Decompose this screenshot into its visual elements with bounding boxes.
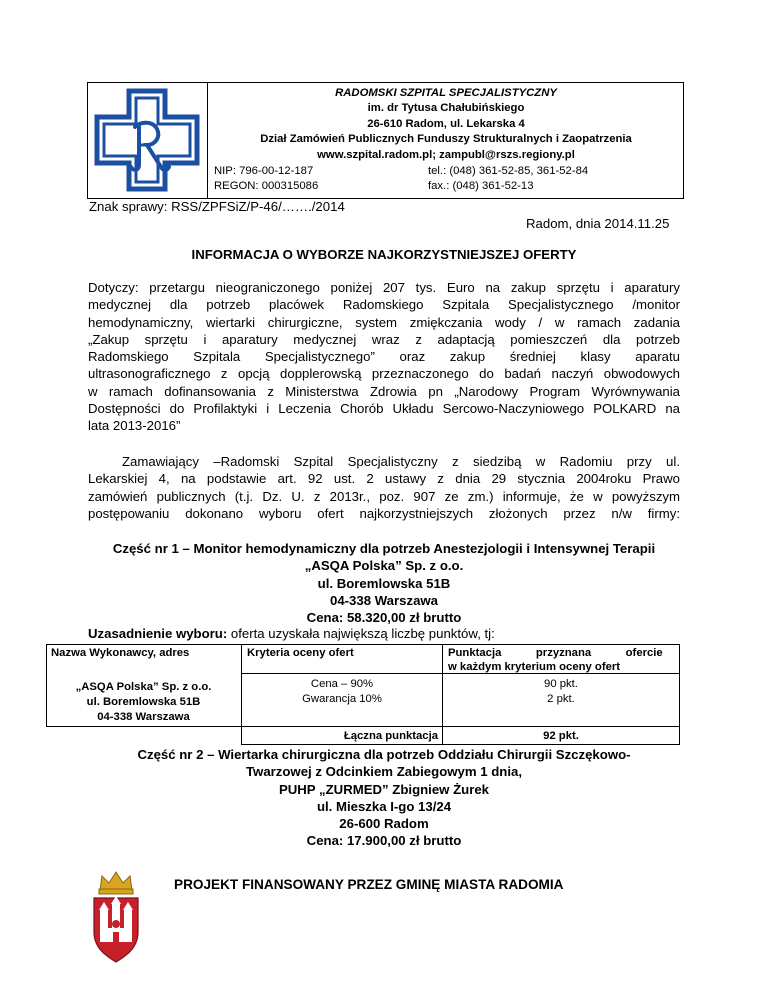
phone-number: tel.: (048) 361-52-85, 361-52-84: [428, 165, 589, 177]
part2-company: PUHP „ZURMED” Zbigniew Żurek: [278, 781, 490, 797]
hospital-logo-icon: [91, 87, 203, 193]
part1-price: Cena: 58.320,00 zł brutto: [306, 610, 462, 626]
part1-company: „ASQA Polska” Sp. z o.o.: [304, 558, 464, 574]
subject-line: lata 2013-2016”: [88, 418, 181, 434]
place-and-date: Radom, dnia 2014.11.25: [526, 216, 670, 231]
part2-heading-cont: Twarzowej z Odcinkiem Zabiegowym 1 dnia,: [245, 764, 523, 780]
criteria-table: [46, 644, 680, 745]
subject-line: Dostępności do Profilaktyki i Leczenia Chorób Układu Sercowo-Naczyniowego POLKARD na: [88, 401, 680, 417]
score-price: 90 pkt.: [544, 678, 578, 690]
col-header-score: Punktacja przyznana ofercie: [448, 647, 663, 659]
nip-number: NIP: 796-00-12-187: [214, 165, 314, 177]
part1-block: [88, 540, 680, 626]
justification-text: oferta uzyskała największą liczbę punktów, tj:: [227, 626, 495, 641]
subject-paragraph: [88, 279, 680, 435]
vendor-name: „ASQA Polska” Sp. z o.o.: [75, 681, 212, 693]
part2-heading: Część nr 2 – Wiertarka chirurgiczna dla potrzeb Oddziału Chirurgii Szczękowo-: [137, 747, 631, 762]
justification-line: [88, 626, 495, 641]
subject-line: w ramach dofinansowania z Ministerstwa Zdrowia pn „Narodowy Program Wyrównywania: [88, 383, 680, 399]
subject-line: ultrasonograficznego z opcją dopplerowską przeznaczonego do badań naczyń obwodowych: [88, 366, 680, 382]
fax-number: fax.: (048) 361-52-13: [428, 180, 534, 192]
subject-line: medycznej dla potrzeb placówek Radomskiego Szpitala Specjalistycznego /monitor: [88, 297, 680, 313]
subject-line: hemodynamiczny, wiertarki chirurgiczne, system zmiękczania wody / w ramach zadania: [88, 314, 680, 330]
statement-line: Zamawiający –Radomski Szpital Specjalistyczny z siedzibą w Radomiu przy ul.: [122, 454, 680, 469]
statement-line: zamówień publicznych (t.j. Dz. U. z 2013r., poz. 907 ze zm.) informuje, że w powyższym: [88, 488, 680, 504]
statement-line: Lekarskiej 4, na podstawie art. 92 ust. 2 ustawy z dnia 29 stycznia 2004roku Prawo: [88, 471, 680, 487]
contact-line: www.szpital.radom.pl; zampubl@rszs.regiony.pl: [317, 149, 575, 161]
hospital-address: 26-610 Radom, ul. Lekarska 4: [367, 118, 525, 130]
col-header-criteria: Kryteria oceny ofert: [247, 647, 354, 659]
vendor-street: ul. Boremlowska 51B: [86, 696, 201, 708]
footer-funding-note: PROJEKT FINANSOWANY PRZEZ GMINĘ MIASTA RADOMIA: [174, 877, 564, 892]
regon-number: REGON: 000315086: [214, 180, 319, 192]
hospital-patron: im. dr Tytusa Chałubińskiego: [367, 102, 525, 114]
table-border-right: [679, 644, 680, 745]
subject-line: Radomskiego Szpitala Specjalistycznego” oraz zakup średniej klasy aparatu: [88, 349, 680, 365]
part1-heading: Część nr 1 – Monitor hemodynamiczny dla potrzeb Anestezjologii i Intensywnej Terapii: [112, 541, 656, 556]
subject-line: Dotyczy: przetargu nieograniczonego poniżej 207 tys. Euro na zakup sprzętu i aparatury: [88, 280, 680, 295]
subject-line: „Zakup sprzętu i aparatury medycznej wraz z adaptacją pomieszczeń dla potrzeb: [88, 331, 680, 347]
justification-label: Uzasadnienie wyboru:: [88, 626, 228, 641]
case-reference: Znak sprawy: RSS/ZPFSiZ/P-46/……./2014: [89, 199, 345, 214]
department-name: Dział Zamówień Publicznych Funduszy Strukturalnych i Zaopatrzenia: [260, 133, 632, 145]
criterion-price: Cena – 90%: [310, 678, 374, 690]
document-title: INFORMACJA O WYBORZE NAJKORZYSTNIEJSZEJ OFERTY: [191, 247, 577, 262]
part1-street: ul. Boremlowska 51B: [317, 575, 451, 591]
total-label: Łączna punktacja: [343, 730, 438, 742]
part1-city: 04-338 Warszawa: [329, 592, 438, 608]
part2-street: ul. Mieszka I-go 13/24: [316, 798, 452, 814]
statement-line: postępowaniu dokonano wyboru ofert najkorzystniejszych złożonych przez n/w firmy:: [88, 505, 680, 521]
col-header-vendor: Nazwa Wykonawcy, adres: [51, 647, 190, 659]
statement-paragraph: [88, 453, 680, 522]
part2-city: 26-600 Radom: [339, 816, 429, 832]
vendor-city: 04-338 Warszawa: [97, 711, 190, 723]
part2-price: Cena: 17.900,00 zł brutto: [306, 833, 462, 849]
score-warranty: 2 pkt.: [547, 693, 575, 705]
criterion-warranty: Gwarancja 10%: [302, 693, 382, 705]
col-header-score-sub: w każdym kryterium oceny ofert: [448, 661, 621, 673]
table-border-bottom: [241, 744, 680, 745]
part2-block: [88, 746, 680, 850]
radom-coat-of-arms-icon: [90, 868, 142, 964]
table-rule: [46, 726, 680, 727]
table-border-top: [46, 644, 680, 645]
total-value: 92 pkt.: [543, 730, 579, 742]
hospital-name: RADOMSKI SZPITAL SPECJALISTYCZNY: [335, 87, 557, 99]
